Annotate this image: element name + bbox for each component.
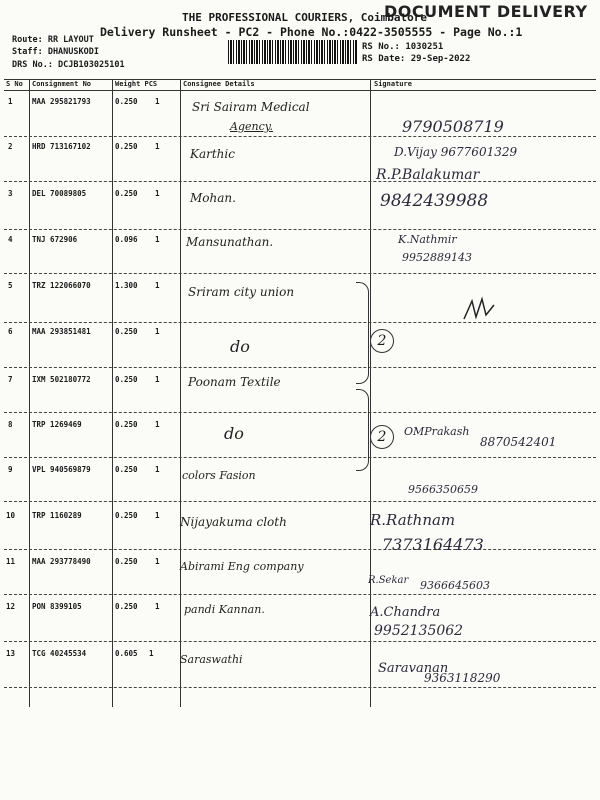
- row-1-weight: 0.250: [115, 97, 138, 106]
- row-12-signature: A.Chandra: [370, 605, 441, 620]
- row-3-sno: 3: [8, 189, 13, 198]
- row-8-sno: 8: [8, 420, 13, 429]
- row-2-sno: 2: [8, 142, 13, 151]
- row-3-weight: 0.250: [115, 189, 138, 198]
- row-7-consignment: IXM 502180772: [32, 375, 91, 384]
- row-13-sno: 13: [6, 649, 16, 658]
- row-9-pcs: 1: [155, 465, 160, 474]
- row-13-consignee: Saraswathi: [180, 653, 243, 666]
- header-sno: S No: [6, 80, 23, 88]
- row-3-signature: 9842439988: [380, 191, 489, 211]
- row-7-weight: 0.250: [115, 375, 138, 384]
- barcode: [228, 40, 358, 64]
- row-9-sno: 9: [8, 465, 13, 474]
- row-8-signature-2: 8870542401: [480, 435, 557, 449]
- row-9-signature: 9566350659: [408, 483, 478, 496]
- row-12-sno: 12: [6, 602, 16, 611]
- row-9-consignment: VPL 940569879: [32, 465, 91, 474]
- row-4-signature: K.Nathmir: [398, 233, 457, 246]
- row-13-consignment: TCG 40245534: [32, 649, 87, 658]
- company-name: THE PROFESSIONAL COURIERS, Coimbatore: [182, 11, 428, 24]
- row-10-signature-2: 7373164473: [382, 535, 484, 554]
- row-1-consignee: Sri Sairam Medical: [192, 100, 310, 114]
- header-consignee: Consignee Details: [183, 80, 255, 88]
- rs-date: RS Date: 29-Sep-2022: [362, 54, 471, 64]
- row-2-signature: D.Vijay 9677601329: [394, 145, 518, 159]
- header-consignment: Consignment No: [32, 80, 92, 88]
- row-13-weight: 0.605: [115, 649, 138, 658]
- row-11-pcs: 1: [155, 557, 160, 566]
- row-7-sno: 7: [8, 375, 13, 384]
- row-1-consignee-line2: Agency.: [230, 120, 273, 133]
- group-brace-bottom: [356, 389, 369, 471]
- rs-number: RS No.: 1030251: [362, 42, 444, 52]
- row-5-weight: 1.300: [115, 281, 138, 290]
- row-5-consignment: TRZ 122066070: [32, 281, 91, 290]
- row-12-weight: 0.250: [115, 602, 138, 611]
- row-12-consignment: PON 8399105: [32, 602, 82, 611]
- row-4-sno: 4: [8, 235, 13, 244]
- row-11-consignment: MAA 293778490: [32, 557, 91, 566]
- drs-label: DRS No.: DCJB103025101: [12, 60, 125, 70]
- signature-scribble: [460, 295, 500, 325]
- row-6-weight: 0.250: [115, 327, 138, 336]
- group-brace-top: [356, 282, 369, 384]
- route-label: Route: RR LAYOUT: [12, 35, 94, 45]
- row-10-pcs: 1: [155, 511, 160, 520]
- row-1-pcs: 1: [155, 97, 160, 106]
- row-8-pcs: 1: [155, 420, 160, 429]
- row-2-pcs: 1: [155, 142, 160, 151]
- row-13-signature-2: 9363118290: [424, 671, 501, 685]
- row-8-consignee: do: [224, 424, 244, 443]
- row-6-pcs: 1: [155, 327, 160, 336]
- document-delivery-stamp: DOCUMENT DELIVERY: [384, 2, 588, 21]
- row-4-consignee: Mansunathan.: [186, 235, 274, 249]
- circled-count-top: 2: [370, 329, 394, 353]
- row-13-pcs: 1: [149, 649, 154, 658]
- row-1-sno: 1: [8, 97, 13, 106]
- row-4-pcs: 1: [155, 235, 160, 244]
- row-8-consignment: TRP 1269469: [32, 420, 82, 429]
- row-11-signature-2: 9366645603: [420, 579, 490, 592]
- row-11-consignee: Abirami Eng company: [180, 560, 304, 573]
- row-1-consignment: MAA 295821793: [32, 97, 91, 106]
- row-11-signature: R.Sekar: [368, 575, 409, 586]
- row-2-signature-2: R.P.Balakumar: [376, 167, 480, 183]
- runsheet-table: [4, 79, 596, 707]
- row-8-weight: 0.250: [115, 420, 138, 429]
- row-10-consignee: Nijayakuma cloth: [180, 515, 287, 529]
- row-11-sno: 11: [6, 557, 16, 566]
- row-5-pcs: 1: [155, 281, 160, 290]
- row-3-consignee: Mohan.: [190, 191, 236, 205]
- row-2-consignment: HRD 713167102: [32, 142, 91, 151]
- row-2-consignee: Karthic: [190, 147, 235, 161]
- row-12-signature-2: 9952135062: [374, 623, 464, 639]
- row-5-sno: 5: [8, 281, 13, 290]
- row-11-weight: 0.250: [115, 557, 138, 566]
- circled-count-bottom: 2: [370, 425, 394, 449]
- row-6-sno: 6: [8, 327, 13, 336]
- row-7-consignee: Poonam Textile: [188, 375, 281, 389]
- row-3-pcs: 1: [155, 189, 160, 198]
- row-9-weight: 0.250: [115, 465, 138, 474]
- row-3-consignment: DEL 70089805: [32, 189, 87, 198]
- row-9-consignee: colors Fasion: [182, 469, 256, 482]
- row-5-consignee: Sriram city union: [188, 285, 295, 299]
- row-12-consignee: pandi Kannan.: [184, 603, 265, 616]
- row-6-consignment: MAA 293851481: [32, 327, 91, 336]
- header-weight-pcs: Weight PCS: [115, 80, 158, 88]
- row-10-signature: R.Rathnam: [370, 511, 456, 529]
- row-4-signature-2: 9952889143: [402, 251, 472, 264]
- row-8-signature: OMPrakash: [404, 425, 470, 438]
- row-10-weight: 0.250: [115, 511, 138, 520]
- row-12-pcs: 1: [155, 602, 160, 611]
- row-7-pcs: 1: [155, 375, 160, 384]
- row-4-consignment: TNJ 672906: [32, 235, 78, 244]
- row-1-signature: 9790508719: [402, 117, 504, 136]
- row-4-weight: 0.096: [115, 235, 138, 244]
- runsheet-title: Delivery Runsheet - PC2 - Phone No.:0422-3505555 - Page No.:1: [100, 25, 523, 39]
- row-2-weight: 0.250: [115, 142, 138, 151]
- row-10-sno: 10: [6, 511, 16, 520]
- header-signature: Signature: [374, 80, 412, 88]
- row-13-signature: Saravanan: [378, 661, 449, 676]
- row-10-consignment: TRP 1160289: [32, 511, 82, 520]
- staff-label: Staff: DHANUSKODI: [12, 47, 99, 57]
- row-6-consignee: do: [230, 337, 250, 356]
